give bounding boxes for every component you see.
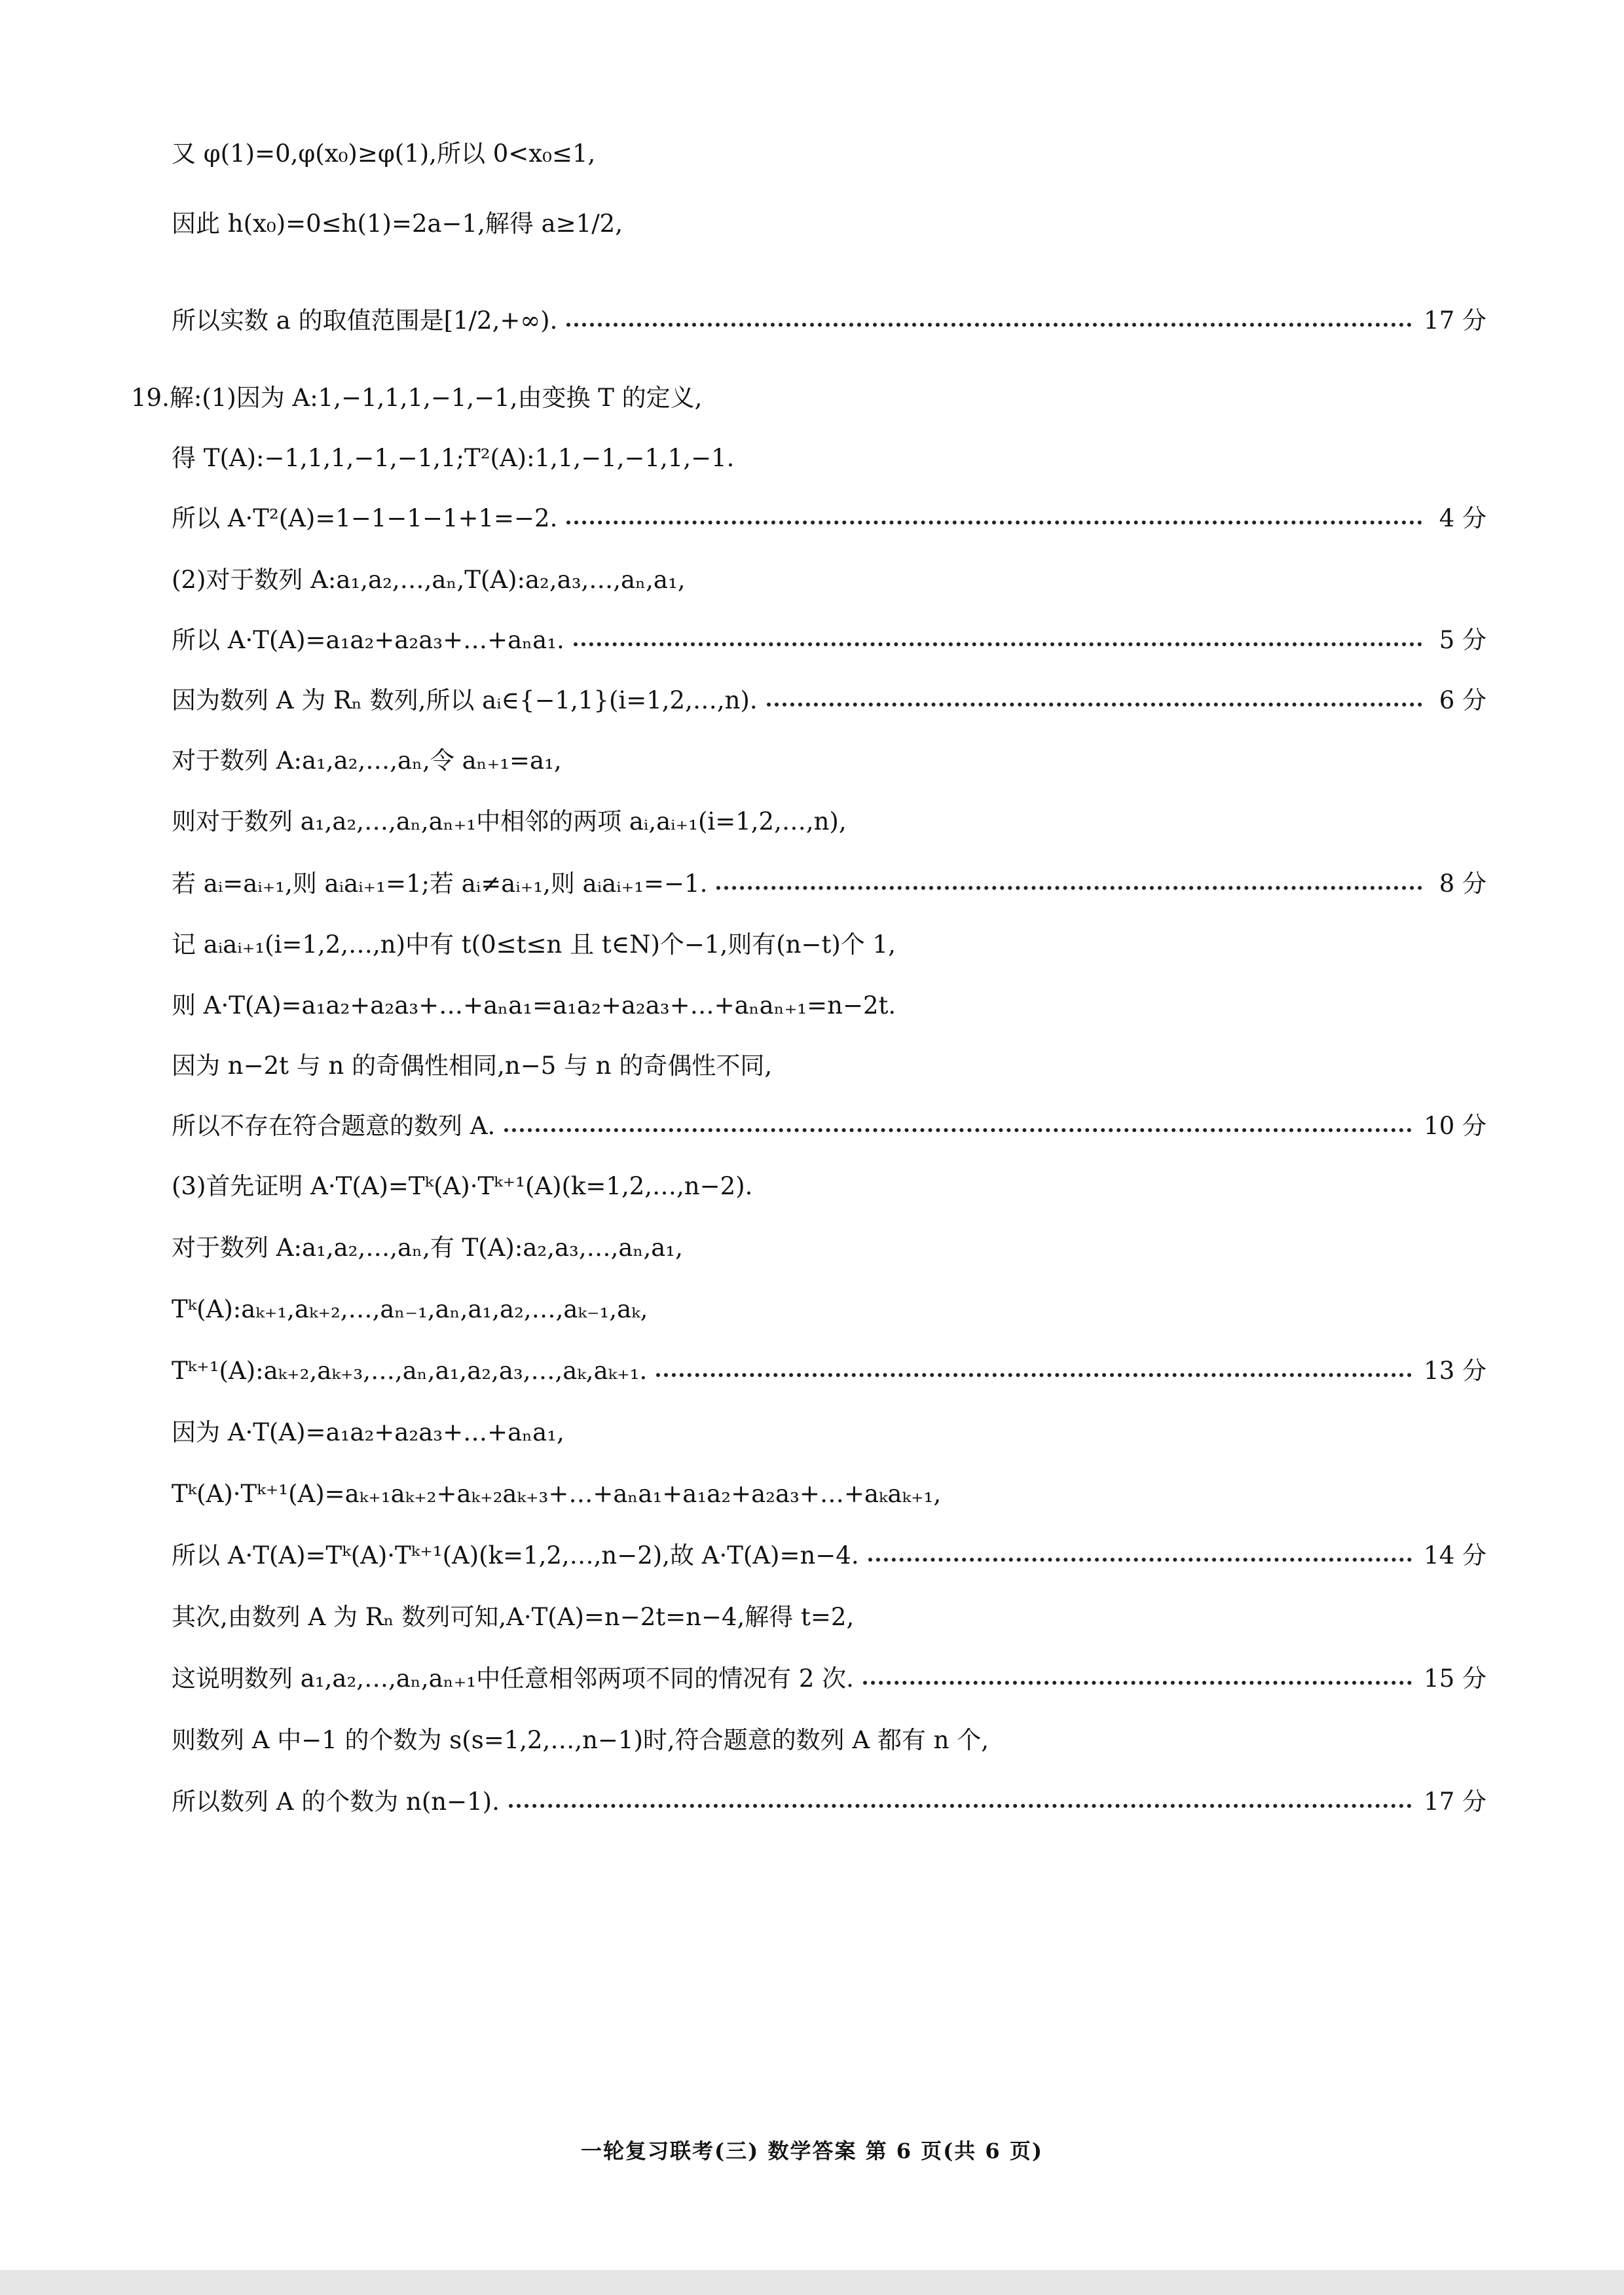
solution-text: Tᵏ⁺¹(A):aₖ₊₂,aₖ₊₃,…,aₙ,a₁,a₂,a₃,…,aₖ,aₖ₊₁. bbox=[172, 1357, 648, 1385]
solution-text: 19.解:(1)因为 A:1,−1,1,1,−1,−1,由变换 T 的定义, bbox=[131, 384, 703, 412]
score-label: 13 分 bbox=[1424, 1357, 1486, 1385]
question-19-heading bbox=[131, 378, 1486, 418]
solution-text: 则 A·T(A)=a₁a₂+a₂a₃+…+aₙa₁=a₁a₂+a₂a₃+…+aₙaₙ₊₁=n−2t. bbox=[172, 991, 896, 1019]
solution-text: 这说明数列 a₁,a₂,…,aₙ,aₙ₊₁中任意相邻两项不同的情况有 2 次. bbox=[172, 1664, 854, 1693]
solution-line bbox=[172, 499, 1486, 538]
solution-line bbox=[172, 1351, 1486, 1391]
solution-line bbox=[172, 1228, 1486, 1268]
solution-line bbox=[172, 439, 1486, 478]
solution-line bbox=[172, 301, 1486, 340]
solution-line bbox=[172, 741, 1486, 780]
solution-text: 因为数列 A 为 Rₙ 数列,所以 aᵢ∈{−1,1}(i=1,2,…,n). bbox=[172, 686, 758, 714]
score-label: 5 分 bbox=[1439, 626, 1486, 654]
scan-edge bbox=[0, 2270, 1624, 2295]
score-label: 8 分 bbox=[1439, 870, 1486, 898]
solution-line bbox=[172, 864, 1486, 904]
score-label: 10 分 bbox=[1424, 1112, 1486, 1140]
solution-text: 所以数列 A 的个数为 n(n−1). bbox=[172, 1788, 500, 1816]
score-label: 6 分 bbox=[1439, 686, 1486, 714]
solution-line bbox=[172, 925, 1486, 964]
solution-text: 对于数列 A:a₁,a₂,…,aₙ,令 aₙ₊₁=a₁, bbox=[172, 746, 562, 775]
page-footer: 一轮复习联考(三) 数学答案 第 6 页(共 6 页) bbox=[581, 2139, 1043, 2163]
solution-text: 得 T(A):−1,1,1,−1,−1,1;T²(A):1,1,−1,−1,1,−1. bbox=[172, 444, 735, 472]
solution-line bbox=[172, 1782, 1486, 1822]
dot-leader bbox=[863, 1681, 1412, 1685]
score-label: 17 分 bbox=[1424, 306, 1486, 335]
solution-text: 记 aᵢaᵢ₊₁(i=1,2,…,n)中有 t(0≤t≤n 且 t∈N)个−1,则有(n−t)个 1, bbox=[172, 930, 896, 959]
dot-leader bbox=[574, 642, 1422, 646]
solution-line bbox=[172, 1475, 1486, 1514]
solution-line bbox=[172, 1413, 1486, 1452]
solution-line bbox=[172, 1721, 1486, 1760]
solution-text: 则对于数列 a₁,a₂,…,aₙ,aₙ₊₁中相邻的两项 aᵢ,aᵢ₊₁(i=1,2,…,n), bbox=[172, 807, 847, 835]
solution-text: (2)对于数列 A:a₁,a₂,…,aₙ,T(A):a₂,a₃,…,aₙ,a₁, bbox=[172, 566, 686, 594]
dot-leader bbox=[504, 1128, 1412, 1132]
solution-line bbox=[172, 134, 1486, 174]
solution-text: 所以实数 a 的取值范围是[1/2,+∞). bbox=[172, 306, 558, 335]
solution-text: Tᵏ(A):aₖ₊₁,aₖ₊₂,…,aₙ₋₁,aₙ,a₁,a₂,…,aₖ₋₁,aₖ, bbox=[172, 1295, 648, 1323]
score-label: 4 分 bbox=[1439, 504, 1486, 532]
dot-leader bbox=[566, 323, 1412, 327]
dot-leader bbox=[566, 521, 1422, 524]
dot-leader bbox=[509, 1804, 1412, 1808]
solution-line bbox=[172, 204, 1486, 244]
solution-line bbox=[172, 1046, 1486, 1086]
solution-line bbox=[172, 681, 1486, 720]
solution-text: 又 φ(1)=0,φ(x₀)≥φ(1),所以 0<x₀≤1, bbox=[172, 139, 596, 168]
solution-text: (3)首先证明 A·T(A)=Tᵏ(A)·Tᵏ⁺¹(A)(k=1,2,…,n−2). bbox=[172, 1172, 753, 1200]
solution-text: 若 aᵢ=aᵢ₊₁,则 aᵢaᵢ₊₁=1;若 aᵢ≠aᵢ₊₁,则 aᵢaᵢ₊₁=−1. bbox=[172, 870, 708, 898]
solution-text: 所以 A·T(A)=a₁a₂+a₂a₃+…+aₙa₁. bbox=[172, 626, 564, 654]
solution-line bbox=[172, 1659, 1486, 1698]
solution-text: 则数列 A 中−1 的个数为 s(s=1,2,…,n−1)时,符合题意的数列 A 都有 n 个, bbox=[172, 1726, 989, 1754]
solution-text: 对于数列 A:a₁,a₂,…,aₙ,有 T(A):a₂,a₃,…,aₙ,a₁, bbox=[172, 1234, 683, 1262]
solution-line bbox=[172, 986, 1486, 1025]
solution-line bbox=[172, 1290, 1486, 1329]
dot-leader bbox=[868, 1558, 1412, 1562]
solution-line bbox=[172, 560, 1486, 600]
solution-text: 所以 A·T²(A)=1−1−1−1+1=−2. bbox=[172, 504, 558, 532]
solution-line bbox=[172, 1167, 1486, 1206]
solution-text: 所以 A·T(A)=Tᵏ(A)·Tᵏ⁺¹(A)(k=1,2,…,n−2),故 A·T(A)=n−4. bbox=[172, 1541, 859, 1570]
score-label: 14 分 bbox=[1424, 1541, 1486, 1570]
solution-text: 所以不存在符合题意的数列 A. bbox=[172, 1112, 496, 1140]
solution-line bbox=[172, 1598, 1486, 1637]
solution-text: 因为 n−2t 与 n 的奇偶性相同,n−5 与 n 的奇偶性不同, bbox=[172, 1052, 773, 1080]
solution-text: Tᵏ(A)·Tᵏ⁺¹(A)=aₖ₊₁aₖ₊₂+aₖ₊₂aₖ₊₃+…+aₙa₁+a₁a₂+a₂a₃+…+aₖaₖ₊₁, bbox=[172, 1480, 942, 1508]
solution-line bbox=[172, 621, 1486, 660]
score-label: 17 分 bbox=[1424, 1788, 1486, 1816]
solution-line bbox=[172, 1536, 1486, 1575]
dot-leader bbox=[716, 886, 1422, 890]
solution-text: 其次,由数列 A 为 Rₙ 数列可知,A·T(A)=n−2t=n−4,解得 t=2, bbox=[172, 1603, 855, 1631]
dot-leader bbox=[767, 703, 1422, 707]
solution-line bbox=[172, 802, 1486, 841]
score-label: 15 分 bbox=[1424, 1664, 1486, 1693]
solution-line bbox=[172, 1107, 1486, 1146]
solution-text: 因此 h(x₀)=0≤h(1)=2a−1,解得 a≥1/2, bbox=[172, 210, 623, 238]
dot-leader bbox=[656, 1373, 1412, 1377]
solution-text: 因为 A·T(A)=a₁a₂+a₂a₃+…+aₙa₁, bbox=[172, 1418, 564, 1446]
